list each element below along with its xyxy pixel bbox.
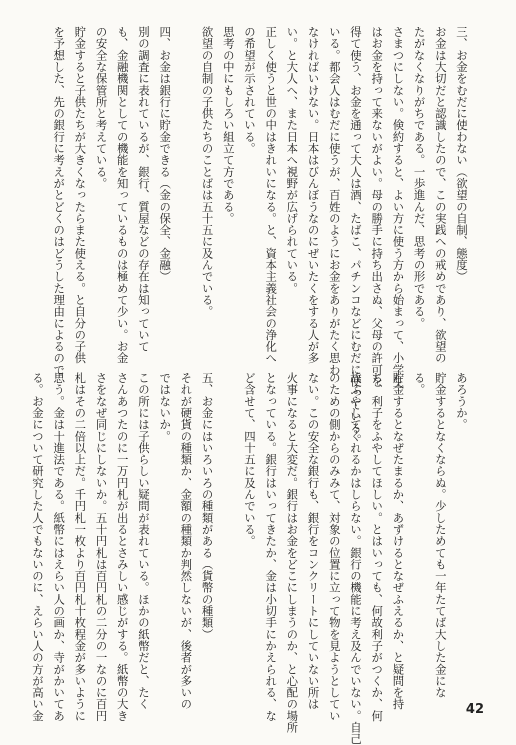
upper-text-line: 貯金すると子供たちが大きくなったらまた使える。と自分の子供 <box>73 26 88 364</box>
upper-text-line: い。と大人へ、また日本へ視野が広げられている。 <box>285 26 300 294</box>
lower-text-line: のための側からのみみて、対象の位置に立って物を見ようとしてい <box>327 372 342 722</box>
lower-text-line: る。 <box>412 372 427 396</box>
lower-text-line <box>218 372 239 688</box>
lower-text-line: あろうか。 <box>455 372 469 431</box>
lower-text-line: さをなぜ同じにしないか。五十円札は百円札の二分の一なのに百円 <box>94 372 109 722</box>
lower-text-line: この所には子供らしい疑問が表れている。ほかの紙幣だと、たく <box>136 372 151 710</box>
upper-text-line: 欲望の自制の子供たちのことばは五十五に及んでいる。 <box>200 26 215 318</box>
upper-text-line: お金は大切だと認識したので、この実践への戒めであり、欲望の <box>433 26 448 364</box>
upper-text-line: はお金を持って来ないがよい。母の勝手に持ち出さぬ、父母の許可を <box>370 26 385 388</box>
upper-text-line <box>175 26 196 358</box>
upper-text-line: なければいけない。日本はびんぼうなのにぜいたくをする人が多 <box>306 26 321 364</box>
lower-text-line: 火事になると大変だ。銀行はお金をどこにしまうのか、と心配の場所 <box>285 372 300 734</box>
lower-text-line: ない。この安全な銀行も、銀行をコンクリートにしていない所は <box>306 372 321 710</box>
lower-text-line: 五、お金にはいろいろの種類がある（貨幣の種類） <box>200 372 215 640</box>
upper-text-line: 得て使う、お金を通って大人は酒、たばこ、パチンコなどにむだに使っている。 <box>348 26 363 446</box>
upper-text-line: 三、お金をむだに使わない（欲望の自制、態度） <box>455 26 469 283</box>
page-number: 42 <box>465 702 484 717</box>
lower-text-line: さんあつたのに一万円札が出るとさみしい感じがする。紙幣の大き <box>115 372 130 722</box>
lower-text-line: る。お金について研究した人でもないのに、えらい人の方が高い金 <box>30 372 45 722</box>
lower-text-line: となっている。銀行はいってきたか、金は小切手にかえられる、な <box>264 372 279 722</box>
upper-text-line: の希望が示されている。 <box>242 26 257 155</box>
lower-text-line: 貯金するとなくならぬ。少しためても一年たてば大した金にな <box>433 372 448 699</box>
upper-text-line: 思考の中にもしろい組立て方である。 <box>221 26 236 225</box>
lower-text-line: 思う。金は十進法である。紙幣にはえらい人の画か、寺がかいてあ <box>52 372 67 722</box>
lower-text-line: ち、利子をふやしてほしい。とはいっても、何故利子がつくか、何 <box>370 372 385 722</box>
lower-text-line: ど含せて、四十五に及んでいる。 <box>242 372 257 547</box>
upper-text-line: の安全な保管所と考えている。 <box>94 26 109 190</box>
lower-text-line: 故ふやしてくれるかはしらない。銀行の機能に考え及んでいない。自己 <box>348 372 363 745</box>
upper-text-line: さまつにしない。倹約すると、よい方に使う方から始まって、小学生 <box>391 26 406 388</box>
lower-text-block <box>27 372 472 745</box>
lower-text-line: 貯金するとなぜたまるか、あずけるとなぜふえるか、と疑問を持 <box>391 372 406 710</box>
upper-text-line: を予想した、先の銀行に考えがとどくのはどうした理由によるので <box>52 26 67 376</box>
lower-text-line: ではないか。 <box>158 372 173 442</box>
lower-text-line: 札はその二倍以上だ。千円札一枚より百円札十枚程金が多いように <box>73 372 88 722</box>
upper-text-line: も、金融機関としての機能を知っているものは極めて少い。お金 <box>115 26 130 364</box>
upper-text-line: 四、お金は銀行に貯金できる（金の保全、金融） <box>158 26 173 283</box>
upper-text-line: いる。都会人はむだに使うが、百姓のようにお金をありがたく思わ <box>327 26 342 376</box>
upper-text-line: 正しく使うと世の中はきれいになる。と、資本主義社会の浄化へ <box>264 26 279 364</box>
lower-text-line: それが硬貨の種類か、金額の種類か判然しないが、後者が多いの <box>179 372 194 710</box>
upper-text-line: 別の調査に表れているが、銀行、質屋などの存在は知っていて <box>136 26 151 353</box>
upper-text-line: たがなくなりがちである。一歩進んだ、思考の形である。 <box>412 26 427 329</box>
